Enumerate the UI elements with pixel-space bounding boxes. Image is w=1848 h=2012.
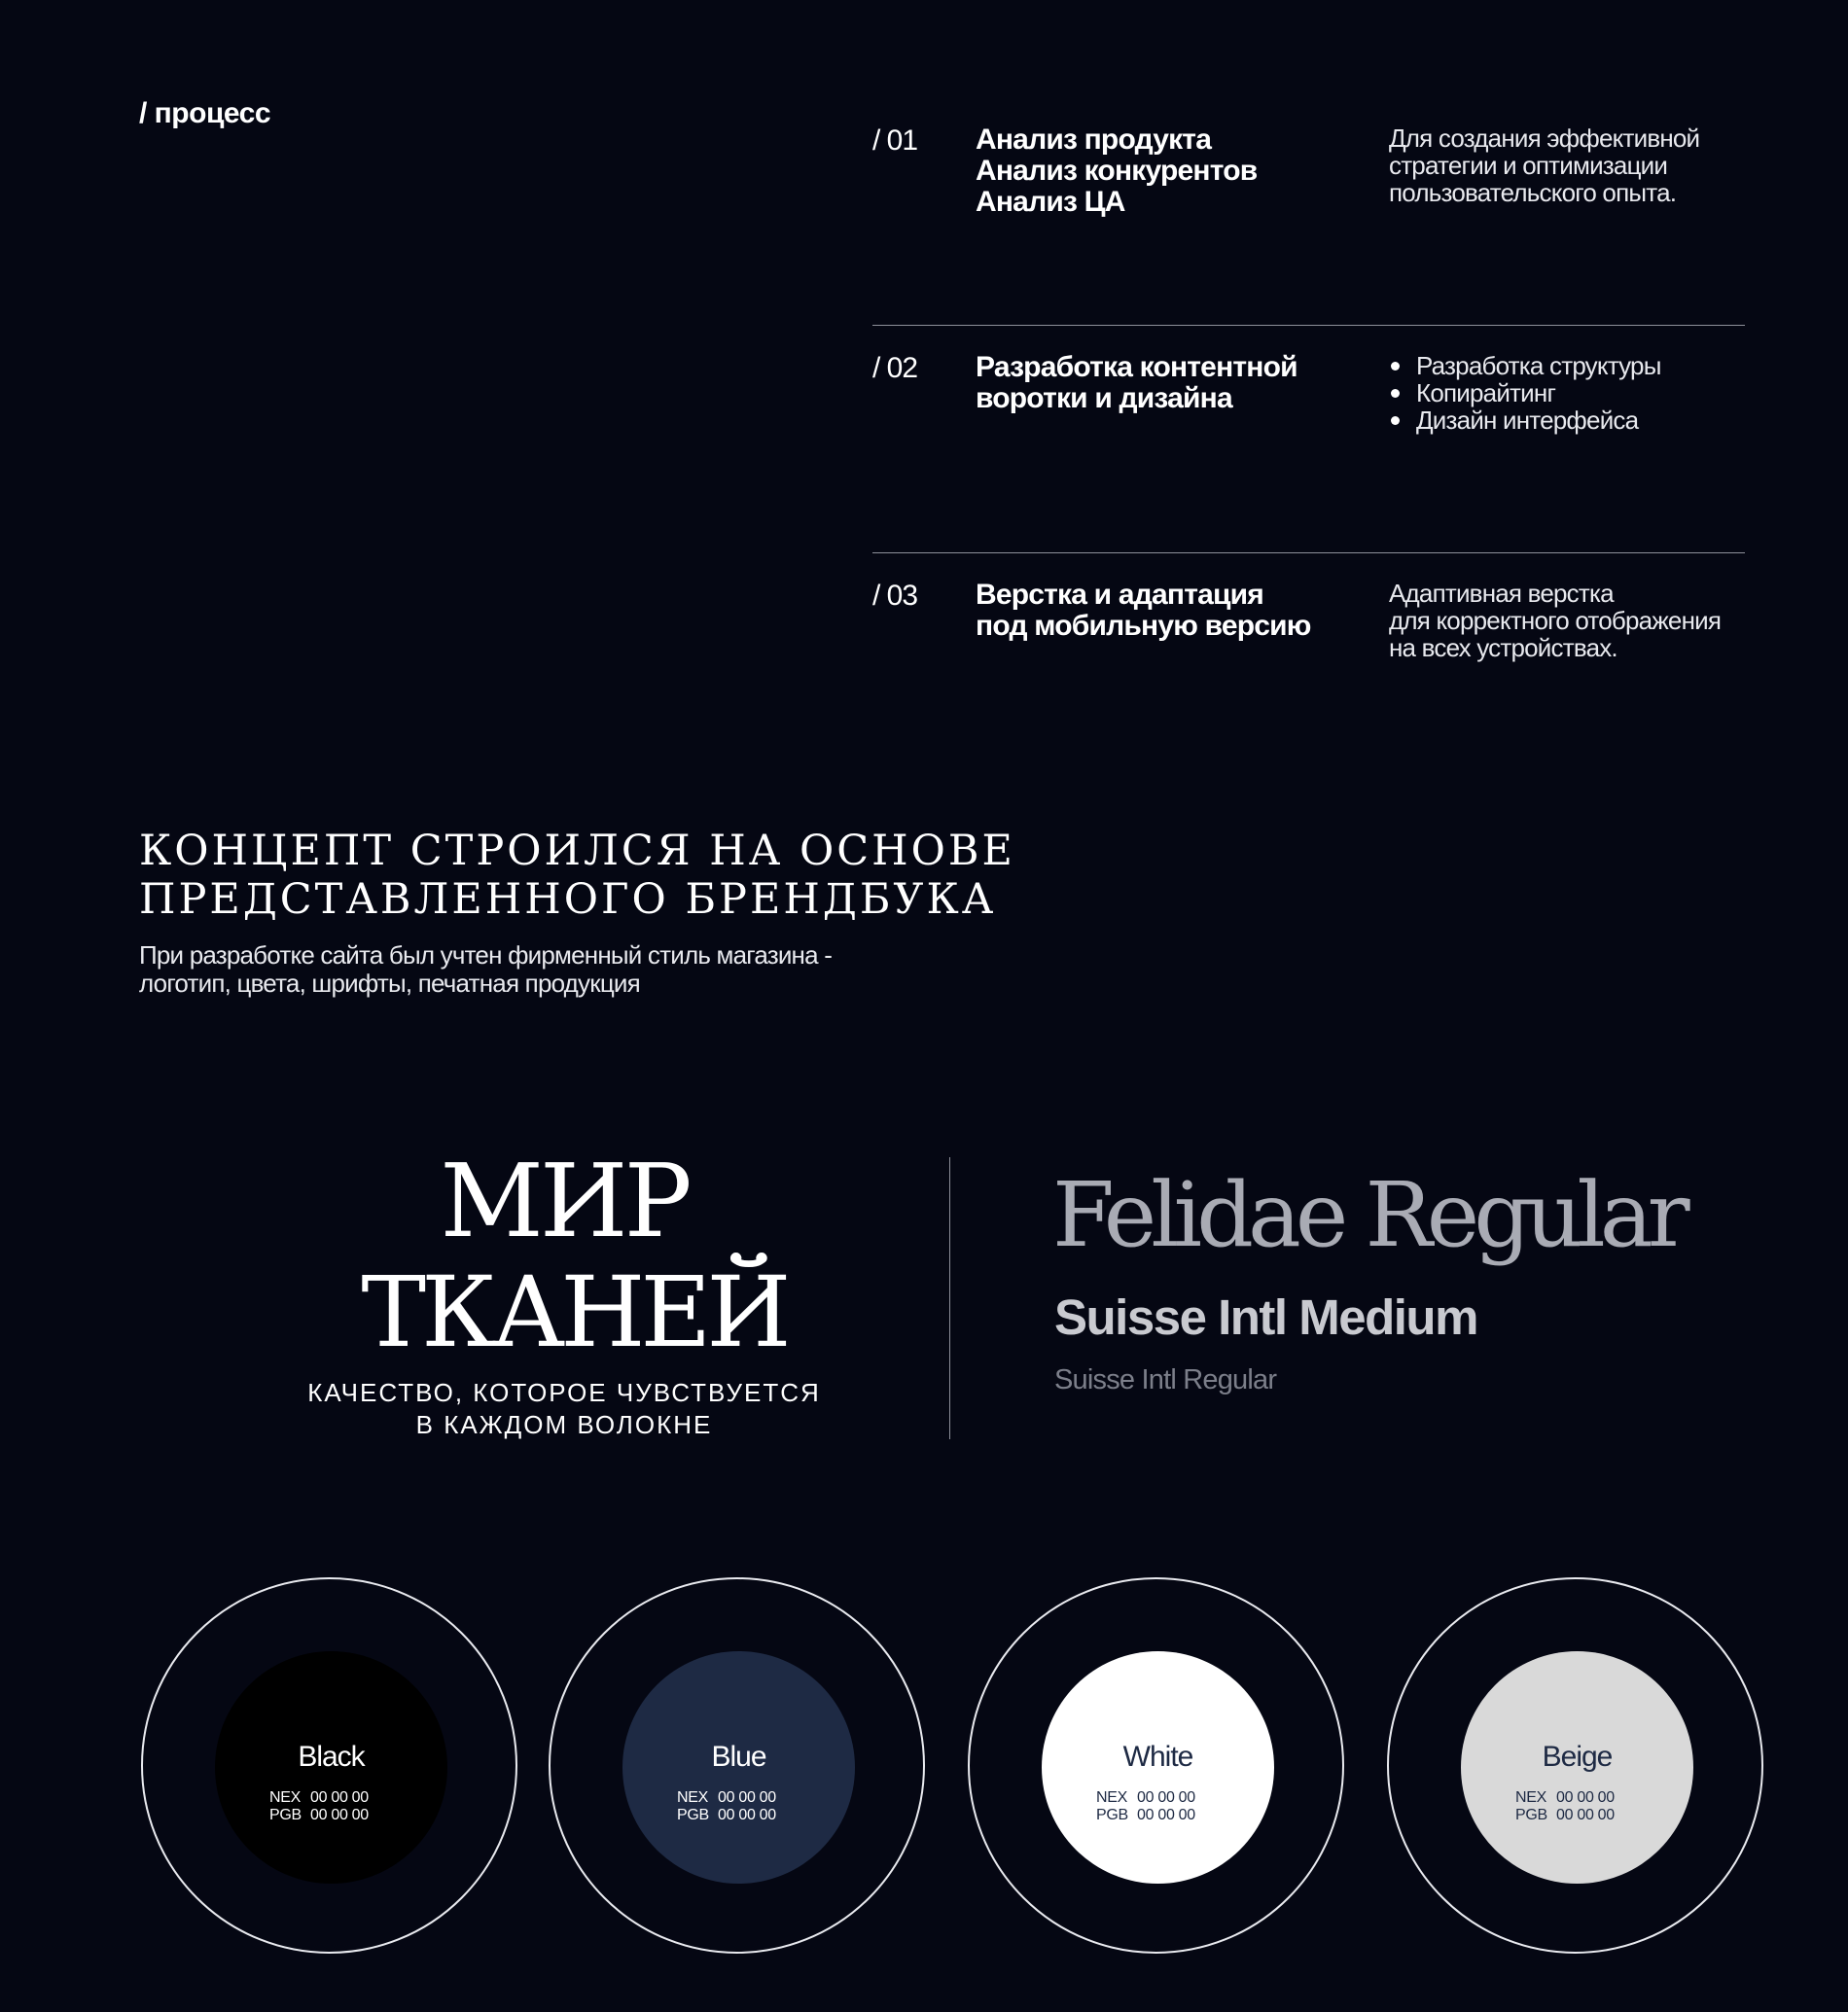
color-code-row (1096, 1807, 1195, 1824)
color-code-row (1515, 1789, 1615, 1807)
color-fill (1461, 1651, 1693, 1884)
vertical-divider (949, 1157, 950, 1439)
color-code-row (1096, 1789, 1195, 1807)
step-title (976, 352, 1297, 414)
code-label: PGB (1515, 1807, 1547, 1823)
step-desc-line: на всех устройствах. (1389, 633, 1617, 662)
concept-heading-line: ПРЕДСТАВЛЕННОГО БРЕНДБУКА (139, 875, 997, 924)
step-title (976, 580, 1311, 642)
list-item-label: Дизайн интерфейса (1416, 406, 1639, 435)
step-title-line: Разработка контентной (976, 351, 1297, 383)
step-bullet-list (1389, 352, 1661, 434)
code-value: 00 00 00 (1556, 1789, 1615, 1806)
code-value: 00 00 00 (1556, 1807, 1615, 1823)
bullet-icon (1391, 416, 1400, 425)
step-description (1389, 580, 1721, 661)
step-desc-line: для корректного отображения (1389, 606, 1722, 635)
color-name: White (1122, 1741, 1193, 1773)
section-label: / процесс (139, 97, 271, 129)
step-divider (872, 325, 1745, 326)
step-desc-line: Адаптивная верстка (1389, 579, 1614, 608)
code-value: 00 00 00 (310, 1789, 369, 1806)
code-value: 00 00 00 (718, 1789, 776, 1806)
color-fill (1042, 1651, 1274, 1884)
code-label: PGB (677, 1807, 709, 1823)
font-sample-display: Felidae Regular (1052, 1163, 1685, 1267)
list-item (1389, 352, 1661, 379)
color-code-row (677, 1789, 776, 1807)
list-item (1389, 379, 1661, 406)
step-title-line: Анализ ЦА (976, 186, 1125, 218)
color-swatch-black (141, 1577, 517, 1954)
logo-tagline (272, 1377, 856, 1441)
code-label: NEX (269, 1789, 301, 1806)
bullet-icon (1391, 362, 1400, 371)
step-number: / 02 (872, 352, 918, 384)
concept-heading-line: КОНЦЕПТ СТРОИЛСЯ НА ОСНОВЕ (139, 827, 1015, 875)
logo-word-1: МИР (440, 1142, 689, 1260)
step-number: / 01 (872, 124, 918, 157)
color-code-row (1515, 1807, 1615, 1824)
code-value: 00 00 00 (1137, 1789, 1195, 1806)
step-title-line: под мобильную версию (976, 610, 1311, 642)
code-label: NEX (677, 1789, 708, 1806)
color-swatch-beige (1387, 1577, 1763, 1954)
concept-subtitle (139, 941, 832, 998)
color-code-row (269, 1807, 369, 1824)
list-item (1389, 406, 1661, 434)
color-code-row (269, 1789, 369, 1807)
step-title-line: воротки и дизайна (976, 382, 1232, 414)
color-fill (215, 1651, 447, 1884)
bullet-icon (1391, 389, 1400, 398)
logo-word-2: ТКАНЕЙ (361, 1255, 787, 1369)
logo-tagline-line: КАЧЕСТВО, КОТОРОЕ ЧУВСТВУЕТСЯ (307, 1378, 821, 1407)
color-name: Beige (1542, 1741, 1613, 1773)
concept-subtitle-line: При разработке сайта был учтен фирменный стиль магазина - (139, 940, 833, 970)
concept-subtitle-line: логотип, цвета, шрифты, печатная продукция (139, 969, 640, 998)
color-name: Blue (711, 1741, 766, 1773)
code-label: NEX (1096, 1789, 1127, 1806)
color-swatch-blue (549, 1577, 925, 1954)
step-divider (872, 552, 1745, 553)
code-value: 00 00 00 (718, 1807, 776, 1823)
step-number: / 03 (872, 580, 918, 612)
color-swatch-white (968, 1577, 1344, 1954)
step-title-line: Анализ конкурентов (976, 155, 1258, 187)
logo-tagline-line: В КАЖДОМ ВОЛОКНЕ (415, 1410, 713, 1439)
list-item-label: Разработка структуры (1416, 351, 1661, 380)
step-desc-line: стратегии и оптимизации (1389, 151, 1668, 180)
font-sample-medium: Suisse Intl Medium (1054, 1289, 1477, 1345)
step-desc-line: Для создания эффективной (1389, 124, 1700, 153)
step-title-line: Верстка и адаптация (976, 579, 1263, 611)
code-label: PGB (269, 1807, 302, 1823)
code-value: 00 00 00 (1137, 1807, 1195, 1823)
color-fill (622, 1651, 855, 1884)
step-description (1389, 124, 1699, 206)
concept-heading (139, 827, 1015, 924)
color-name: Black (298, 1741, 365, 1773)
code-label: NEX (1515, 1789, 1546, 1806)
code-value: 00 00 00 (310, 1807, 369, 1823)
step-title-line: Анализ продукта (976, 124, 1212, 156)
font-sample-regular: Suisse Intl Regular (1054, 1364, 1277, 1395)
color-code-row (677, 1807, 776, 1824)
list-item-label: Копирайтинг (1416, 378, 1556, 407)
step-desc-line: пользовательского опыта. (1389, 178, 1677, 207)
code-label: PGB (1096, 1807, 1128, 1823)
step-title (976, 124, 1257, 218)
